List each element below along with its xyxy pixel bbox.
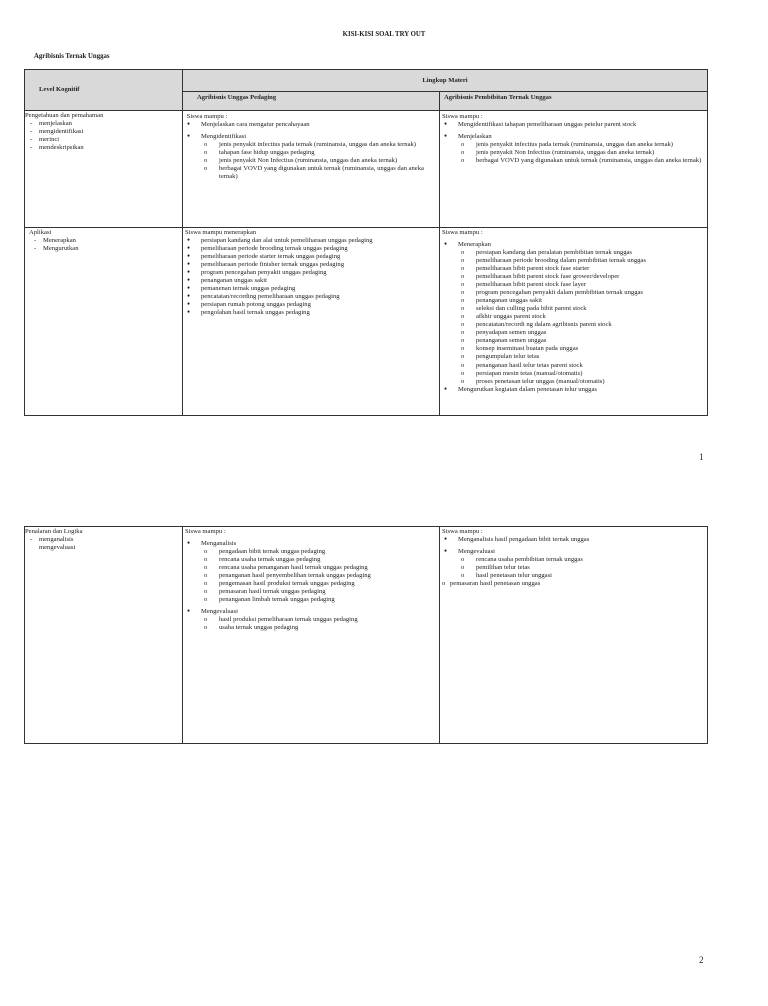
level-item-continued: mengevaluasi [39, 544, 76, 552]
list-item: o penanganan limbah ternak unggas pedaging [185, 596, 437, 604]
row-pengetahuan-col-b [440, 111, 708, 228]
level-list [29, 237, 182, 253]
list-item: o pemeliharaan bibit parent stock fase grower/developer [442, 273, 705, 281]
list-item: o pengadaan bibit ternak unggas pedaging [185, 548, 437, 556]
list-item: o proses penetasan telur unggas (manual/otomatis) [442, 378, 705, 386]
row-pengetahuan-level [25, 111, 183, 228]
cell-intro: Siswa mampu menerapkan [185, 229, 257, 236]
list-item: o pengumpulan telur tetas [442, 353, 705, 361]
list-item: o jenis penyakit Non Infectius (ruminansia, unggas dan aneka ternak) [442, 149, 705, 157]
list-item: ● Mengevaluasi [442, 548, 705, 556]
list-item: ● pemeliharaan periode brooding ternak unggas pedaging [185, 245, 437, 253]
list-item: o jenis penyakit infectius pada ternak (ruminansia, unggas dan aneka ternak) [442, 141, 705, 149]
list-item: ● penanganan unggas sakit [185, 277, 437, 285]
row-aplikasi-level [25, 228, 183, 416]
row-aplikasi-col-b [440, 228, 708, 416]
sub-list [185, 548, 437, 604]
list-item: ● pemeliharaan periode finisher ternak unggas pedaging [185, 261, 437, 269]
list-item: o pemeliharaan periode brooding dalam pembibitan ternak unggas [442, 257, 705, 265]
sub-list [442, 249, 705, 386]
list-item: o pencatatan/recordi ng dalam agribisnis parent stock [442, 321, 705, 329]
list-item: - merinci [25, 136, 182, 144]
list-item: - Menerapkan [29, 237, 182, 245]
list-item: o program pencegahan penyakit dalam pembibitan ternak unggas [442, 289, 705, 297]
list-item: o tahapan fase hidup unggas pedaging [185, 149, 437, 157]
list-item: o berbagai VOVD yang digunakan untuk ternak (ruminansia, unggas dan aneka ternak) [442, 157, 705, 165]
list-item: ● persiapan kandang dan alat untuk pemeliharaan unggas pedaging [185, 237, 437, 245]
list-item: - Mengurutkan [29, 245, 182, 253]
level-title: Pengetahuan dan pemahaman [25, 112, 104, 119]
header-col-b [440, 92, 708, 111]
list-item: - menjelaskan [25, 120, 182, 128]
list-item: o pemeliharaan bibit parent stock fase starter [442, 265, 705, 273]
list-item: o pemasaran hasil penetasan unggas [442, 580, 705, 588]
header-col-a-label: Agribisnis Unggas Pedaging [197, 94, 277, 101]
sub-list [185, 141, 437, 181]
level-title: Penalaran dan Logika [25, 528, 83, 535]
header-col-b-label: Agribisnis Pembibitan Ternak Unggas [444, 94, 552, 101]
list-item: ● pemeliharaan periode starter ternak unggas pedaging [185, 253, 437, 261]
bullet-list [442, 133, 705, 141]
list-item: - mengidentifikasi [25, 128, 182, 136]
bullet-list [185, 608, 437, 616]
sub-list [185, 616, 437, 632]
page-number: 2 [699, 955, 704, 965]
list-item: ● Menjelaskan [442, 133, 705, 141]
list-item: o jenis penyakit Non Infectius (ruminansia, unggas dan aneka ternak) [185, 157, 437, 165]
list-item: ● program pencegahan penyakit unggas pedaging [185, 269, 437, 277]
document-subtitle: Agribisnis Ternak Unggas [34, 53, 110, 60]
list-item: o jenis penyakit infectius pada ternak (ruminansia, unggas dan aneka ternak) [185, 141, 437, 149]
list-item: ● Mengevaluasi [185, 608, 437, 616]
sub-list [442, 580, 705, 588]
list-item: ● Menjelaskan cara mengatur pencahayaan [185, 121, 437, 129]
bullet-list [185, 133, 437, 141]
cell-intro: Siswa mampu : [185, 113, 228, 120]
list-item: ● Menganalisis [185, 540, 437, 548]
bullet-list [442, 121, 705, 129]
list-item: o seleksi dan culling pada bibit parent stock [442, 305, 705, 313]
bullet-list [442, 548, 705, 556]
bullet-list [442, 241, 705, 249]
list-item: o persiapan kandang dan peralatan pembibitan ternak unggas [442, 249, 705, 257]
list-item: ● Mengurutkan kegiatan dalam penetasan telur unggas [442, 386, 705, 394]
bullet-list [442, 536, 705, 544]
cell-intro: Siswa mampu : [442, 113, 483, 120]
list-item: o pemasaran hasil ternak unggas pedaging [185, 588, 437, 596]
list-item: o usaha ternak unggas pedaging [185, 624, 437, 632]
level-list [25, 120, 182, 152]
list-item: o persiapan mesin tetas (manual/otomatis) [442, 370, 705, 378]
row-penalaran-col-b [440, 527, 708, 744]
list-item: ● persiapan rumah potong unggas pedaging [185, 301, 437, 309]
list-item: ● Menganalisis hasil pengadaan bibit ternak unggas [442, 536, 705, 544]
cell-intro: Siswa mampu : [185, 528, 226, 535]
list-item: o penanganan semen unggas [442, 337, 705, 345]
header-level-label: Level Kognitif [39, 85, 80, 93]
list-item: ● Menerapkan [442, 241, 705, 249]
list-item: o hasil penetasan telur unggasi [442, 572, 705, 580]
kisi-kisi-table-page2 [24, 526, 708, 744]
bullet-list [185, 121, 437, 129]
list-item: o pemeliharaan bibit parent stock fase layer [442, 281, 705, 289]
header-lingkup-label: Lingkup Materi [422, 77, 468, 84]
list-item: ● pemanenan ternak unggas pedaging [185, 285, 437, 293]
bullet-list [185, 540, 437, 548]
sub-list [442, 556, 705, 580]
list-item: ● pencatatan/recording pemeliharaan unggas pedaging [185, 293, 437, 301]
page-number: 1 [699, 452, 704, 462]
list-item: ● pengolahan hasil ternak unggas pedaging [185, 309, 437, 317]
header-lingkup-materi [183, 70, 708, 92]
list-item: o rencana usaha pembibitan ternak unggas [442, 556, 705, 564]
list-item: o penanganan hasil telur tetas parent stock [442, 362, 705, 370]
list-item: ● Mengidentifikasi tahapan pemeliharaan unggas petelur parent stock [442, 121, 705, 129]
level-list [25, 536, 182, 544]
header-level-kognitif [25, 70, 183, 111]
list-item: - menganalisis [25, 536, 182, 544]
list-item: o rencana usaha penanganan hasil ternak unggas pedaging [185, 564, 437, 572]
row-penalaran-col-a [183, 527, 440, 744]
list-item: o pemilihan telur tetas [442, 564, 705, 572]
level-title: Aplikasi [29, 229, 52, 236]
list-item: o hasil produksi pemeliharaan ternak unggas pedaging [185, 616, 437, 624]
list-item: ● Mengidentifikasi [185, 133, 437, 141]
list-item: o berbagai VOVD yang digunakan untuk ternak (ruminansia, unggas dan aneka ternak) [185, 165, 437, 181]
list-item: o rencana usaha ternak unggas pedaging [185, 556, 437, 564]
list-item: o penyadapan semen unggas [442, 329, 705, 337]
row-penalaran-level [25, 527, 183, 744]
kisi-kisi-table-page1 [24, 69, 708, 416]
list-item: - mendeskripsikan [25, 144, 182, 152]
list-item: o pengemasan hasil produksi ternak unggas pedaging [185, 580, 437, 588]
cell-intro: Siswa mampu : [442, 528, 483, 535]
row-pengetahuan-col-a [183, 111, 440, 228]
cell-intro: Siswa mampu : [442, 229, 483, 236]
list-item: o konsep inseminasi buatan pada unggas [442, 345, 705, 353]
list-item: o penanganan hasil penyembelihan ternak unggas pedaging [185, 572, 437, 580]
bullet-list [442, 386, 705, 394]
document-title: KISI-KISI SOAL TRY OUT [342, 31, 426, 38]
list-item: o penanganan unggas sakit [442, 297, 705, 305]
row-aplikasi-col-a [183, 228, 440, 416]
bullet-list [185, 237, 437, 317]
header-col-a [183, 92, 440, 111]
list-item: o afkhir unggas parent stock [442, 313, 705, 321]
sub-list [442, 141, 705, 165]
